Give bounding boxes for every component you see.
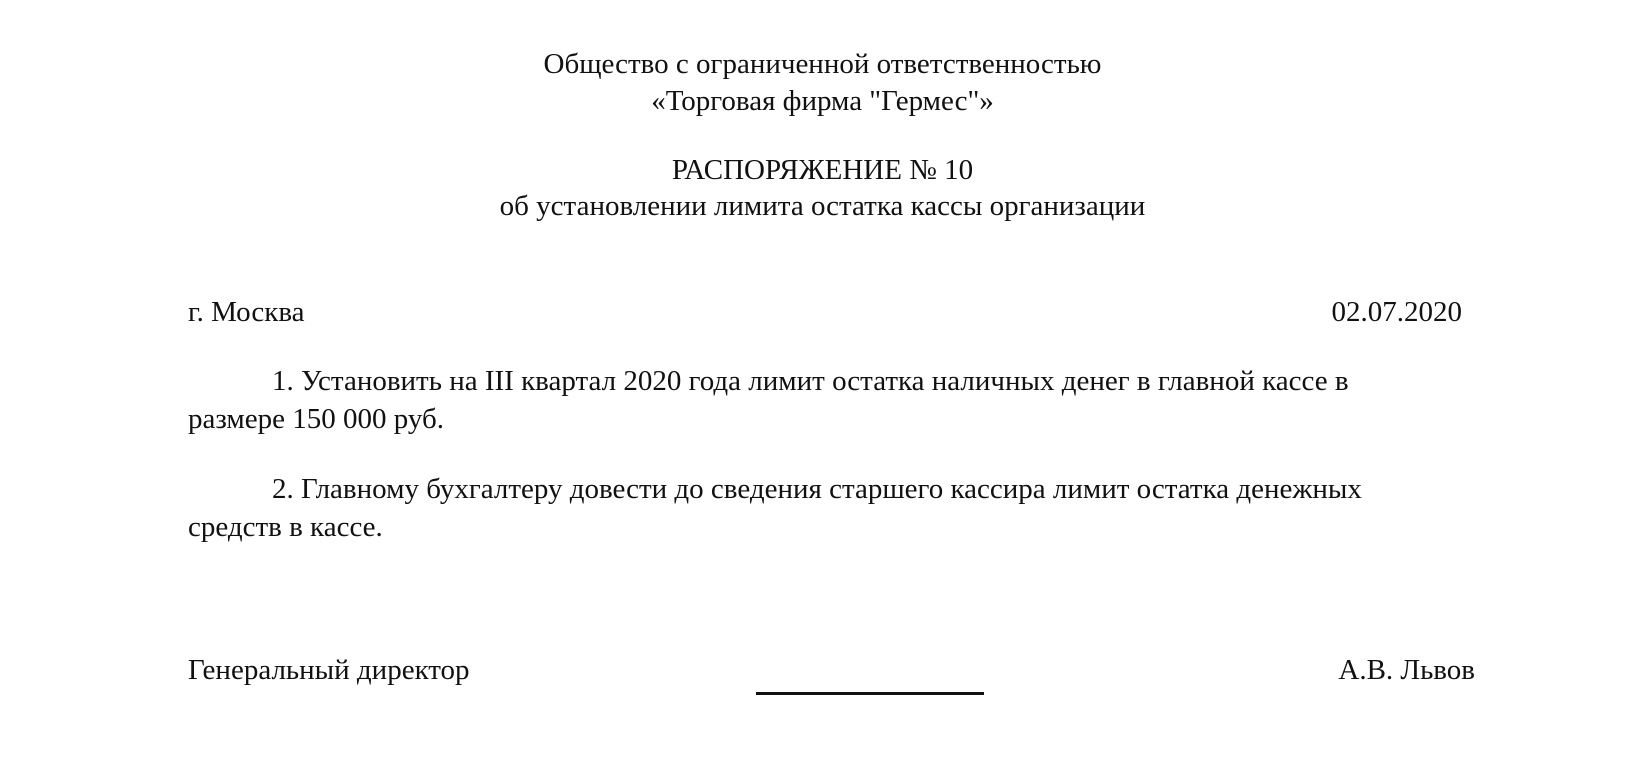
document-subtitle: об установлении лимита остатка кассы организации: [499, 190, 1146, 222]
document-title: РАСПОРЯЖЕНИЕ № 10: [671, 154, 974, 186]
organization-type: Общество с ограниченной ответственностью: [543, 48, 1102, 80]
order-item-2: 2. Главному бухгалтеру довести до сведения старшего кассира лимит остатка денежных средств в кассе.: [188, 473, 1362, 543]
signatory-position: Генеральный директор: [188, 654, 470, 686]
document-date: 02.07.2020: [1331, 296, 1462, 328]
signatory-name: А.В. Львов: [1338, 654, 1475, 686]
organization-name: «Торговая фирма "Гермес"»: [651, 85, 994, 117]
order-item-1: 1. Установить на III квартал 2020 года лимит остатка наличных денег в главной кассе в размере 150 000 руб.: [188, 365, 1349, 435]
document-city: г. Москва: [188, 296, 305, 328]
signature-line: [756, 692, 984, 695]
